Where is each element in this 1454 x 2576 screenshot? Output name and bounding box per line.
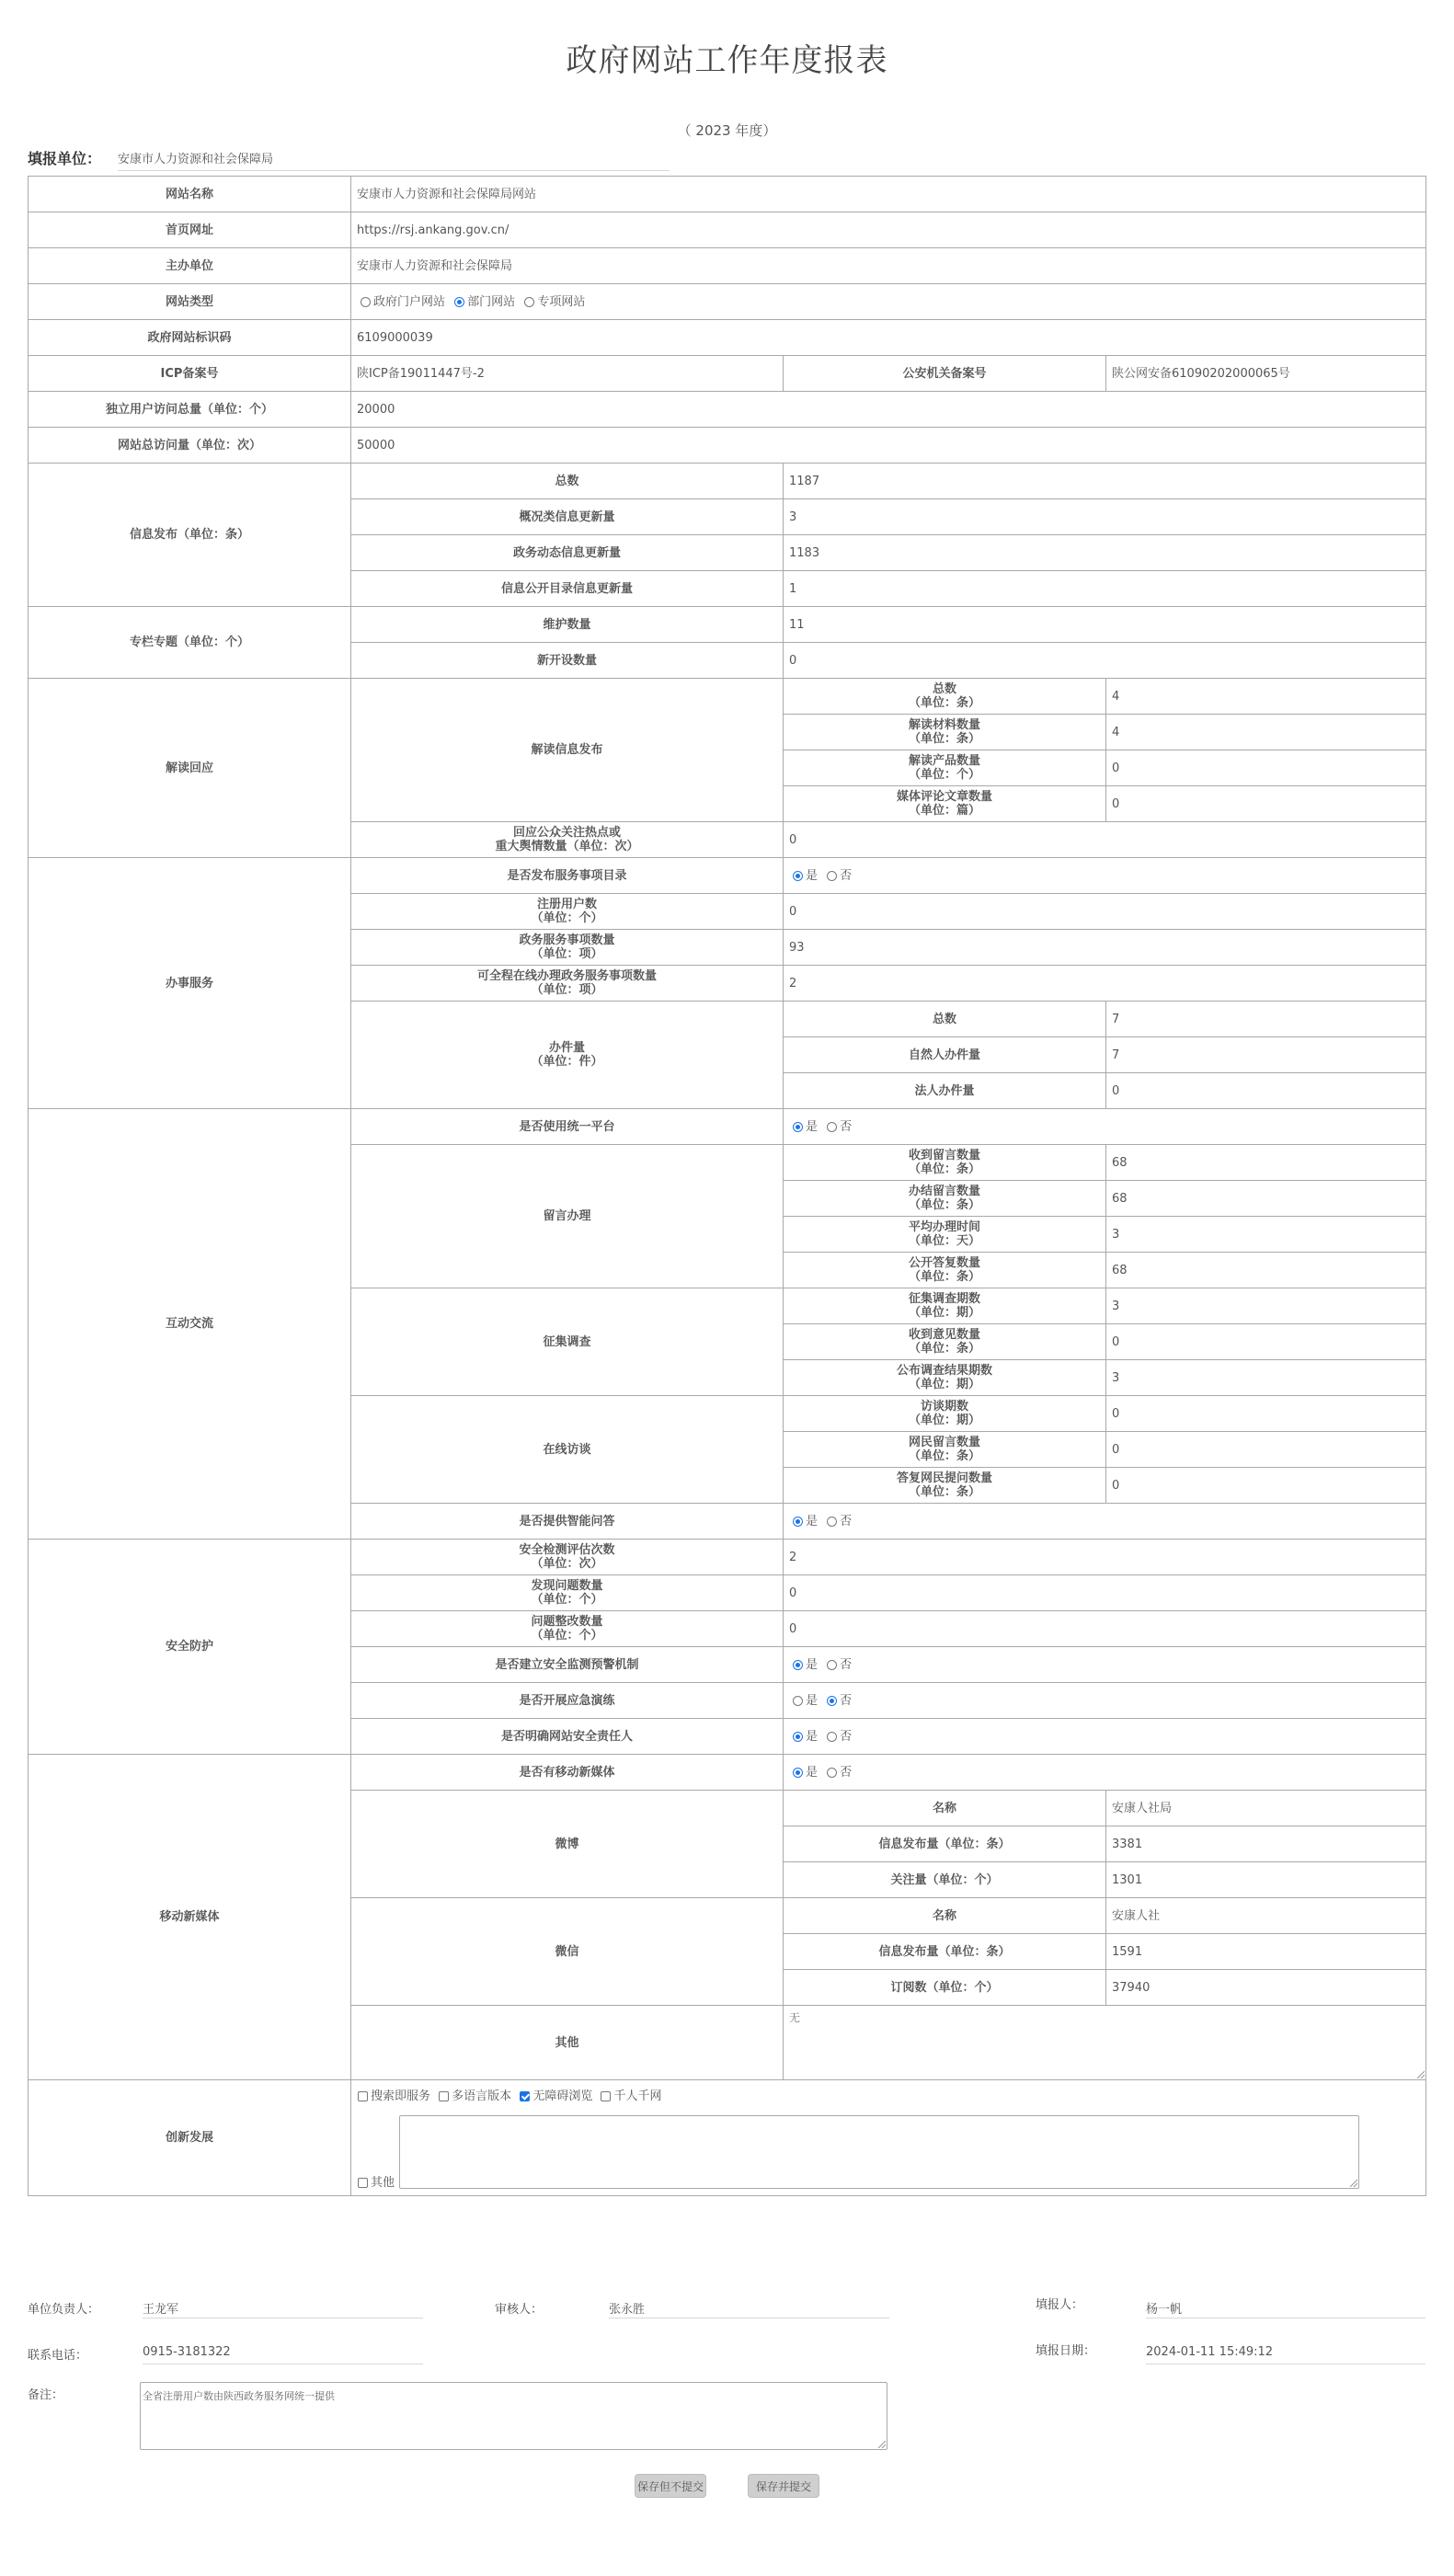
info-pub-row-label: 政务动态信息更新量 xyxy=(351,535,784,571)
weibo-row-label: 名称 xyxy=(784,1791,1106,1826)
site-type-label: 网站类型 xyxy=(29,284,351,320)
note-textarea[interactable] xyxy=(140,2382,887,2450)
survey-row-label-line1: 公布调查结果期数 xyxy=(896,1364,992,1378)
wechat-row-label: 名称 xyxy=(784,1898,1106,1934)
has-mobile-label: 是否有移动新媒体 xyxy=(351,1755,784,1791)
interview-row-label-line1: 答复网民提问数量 xyxy=(896,1471,992,1485)
message-row-field[interactable]: 68 xyxy=(1106,1145,1426,1181)
yes-radio[interactable] xyxy=(793,1732,803,1742)
sponsor-field[interactable]: 安康市人力资源和社会保障局 xyxy=(351,248,1426,284)
no-radio[interactable] xyxy=(827,1517,837,1527)
weibo-row-field[interactable]: 安康人社局 xyxy=(1106,1791,1426,1826)
platform-label: 是否使用统一平台 xyxy=(351,1109,784,1145)
interpret-row-label-line2: （单位：条） xyxy=(908,732,980,746)
interpret-row-label-line2: （单位：个） xyxy=(908,768,980,782)
no-label: 否 xyxy=(840,1514,853,1528)
personalized-checkbox[interactable] xyxy=(601,2091,611,2101)
cases-row-field[interactable]: 7 xyxy=(1106,1037,1426,1073)
info-pub-row-label: 信息公开目录信息更新量 xyxy=(351,571,784,607)
site-url-field[interactable]: https://rsj.ankang.gov.cn/ xyxy=(351,212,1426,248)
other-media-text: 无 xyxy=(789,2011,801,2024)
cases-row-field[interactable]: 7 xyxy=(1106,1002,1426,1037)
yes-radio[interactable] xyxy=(793,1517,803,1527)
online-items-label-line2: （单位：项） xyxy=(531,983,603,997)
innovation-cell xyxy=(351,2080,1426,2196)
security-eval-label-line1: 安全检测评估次数 xyxy=(519,1543,615,1557)
police-record-label: 公安机关备案号 xyxy=(784,356,1106,392)
search-as-service-label: 搜索即服务 xyxy=(371,2089,431,2103)
weibo-label: 微博 xyxy=(351,1791,784,1898)
interview-row-field[interactable]: 0 xyxy=(1106,1432,1426,1468)
site-id-field[interactable]: 6109000039 xyxy=(351,320,1426,356)
column-section-label: 专栏专题（单位：个） xyxy=(29,607,351,679)
service-section-label: 办事服务 xyxy=(29,858,351,1109)
info-pub-row-label: 概况类信息更新量 xyxy=(351,499,784,535)
survey-row-field[interactable]: 0 xyxy=(1106,1324,1426,1360)
site-name-label: 网站名称 xyxy=(29,177,351,212)
interpret-row-label-line2: （单位：条） xyxy=(908,696,980,710)
security-owner-radio-group xyxy=(784,1719,1426,1755)
yes-radio[interactable] xyxy=(793,871,803,881)
icp-label: ICP备案号 xyxy=(29,356,351,392)
site-url-label: 首页网址 xyxy=(29,212,351,248)
message-handling-label: 留言办理 xyxy=(351,1145,784,1288)
no-radio[interactable] xyxy=(827,1768,837,1778)
drill-label: 是否开展应急演练 xyxy=(351,1683,784,1719)
interview-row-label-line2: （单位：条） xyxy=(908,1485,980,1499)
smart-qa-label: 是否提供智能问答 xyxy=(351,1504,784,1540)
column-row-label: 维护数量 xyxy=(351,607,784,643)
interview-row-field[interactable]: 0 xyxy=(1106,1396,1426,1432)
wechat-row-field[interactable]: 安康人社 xyxy=(1106,1898,1426,1934)
yes-radio[interactable] xyxy=(793,1696,803,1706)
reviewer-label: 审核人： xyxy=(495,2303,544,2317)
other-innovation-label: 其他 xyxy=(371,2176,395,2190)
interpret-row-field[interactable]: 0 xyxy=(1106,750,1426,786)
message-row-field[interactable]: 3 xyxy=(1106,1217,1426,1253)
survey-row-field[interactable]: 3 xyxy=(1106,1288,1426,1324)
interpret-row-label-line1: 总数 xyxy=(932,682,956,696)
sponsor-label: 主办单位 xyxy=(29,248,351,284)
registered-users-field[interactable]: 0 xyxy=(784,894,1426,930)
note-label: 备注： xyxy=(28,2388,64,2402)
filler-field[interactable]: 杨一帆 xyxy=(1146,2299,1425,2318)
online-items-field[interactable]: 2 xyxy=(784,966,1426,1002)
no-label: 否 xyxy=(840,1729,853,1744)
yes-label: 是 xyxy=(806,868,819,883)
yes-radio[interactable] xyxy=(793,1122,803,1132)
cases-label xyxy=(351,1002,784,1109)
message-row-label-line1: 办结留言数量 xyxy=(908,1185,980,1198)
no-label: 否 xyxy=(840,1693,853,1708)
yes-label: 是 xyxy=(806,1729,819,1744)
interview-label: 在线访谈 xyxy=(351,1396,784,1504)
other-media-label: 其他 xyxy=(351,2006,784,2080)
response-label xyxy=(351,822,784,858)
message-row-label-line1: 公开答复数量 xyxy=(908,1256,980,1270)
resize-grip-icon[interactable] xyxy=(1417,2071,1425,2078)
interact-section-label: 互动交流 xyxy=(29,1109,351,1540)
filler-label: 填报人： xyxy=(1036,2298,1084,2312)
registered-users-label xyxy=(351,894,784,930)
reviewer-field[interactable]: 张永胜 xyxy=(609,2299,889,2318)
other-media-cell xyxy=(784,2006,1426,2080)
cases-row-label: 法人办件量 xyxy=(784,1073,1106,1109)
wechat-row-field[interactable]: 37940 xyxy=(1106,1970,1426,2006)
drill-radio-group xyxy=(784,1683,1426,1719)
survey-row-label-line1: 征集调查期数 xyxy=(908,1292,980,1306)
site-type-radio-group xyxy=(351,284,1426,320)
message-row-field[interactable]: 68 xyxy=(1106,1253,1426,1288)
other-media-textarea[interactable] xyxy=(784,2006,1425,2079)
pv-field[interactable]: 50000 xyxy=(351,428,1426,464)
interpret-row-field[interactable]: 0 xyxy=(1106,786,1426,822)
info-pub-section-label: 信息发布（单位：条） xyxy=(29,464,351,607)
service-items-label-line2: （单位：项） xyxy=(531,947,603,961)
resize-grip-icon[interactable] xyxy=(878,2441,886,2448)
weibo-row-label: 关注量（单位：个） xyxy=(784,1862,1106,1898)
interpret-row-label-line1: 媒体评论文章数量 xyxy=(896,790,992,804)
interview-row-label-line1: 网民留言数量 xyxy=(908,1436,980,1449)
registered-users-label-line1: 注册用户数 xyxy=(536,898,597,911)
message-row-label-line2: （单位：天） xyxy=(908,1234,980,1248)
filling-unit-value[interactable]: 安康市人力资源和社会保障局 xyxy=(118,149,670,171)
survey-row-label-line2: （单位：期） xyxy=(908,1306,980,1320)
interpret-row-field[interactable]: 4 xyxy=(1106,679,1426,715)
issues-found-label xyxy=(351,1575,784,1611)
no-label: 否 xyxy=(840,868,853,883)
yes-label: 是 xyxy=(806,1514,819,1528)
response-field[interactable]: 0 xyxy=(784,822,1426,858)
save-draft-button[interactable]: 保存但不提交 xyxy=(635,2474,706,2498)
interpret-pub-label: 解读信息发布 xyxy=(351,679,784,822)
survey-row-label xyxy=(784,1324,1106,1360)
interview-row-label-line2: （单位：条） xyxy=(908,1449,980,1463)
security-owner-label: 是否明确网站安全责任人 xyxy=(351,1719,784,1755)
weibo-row-label: 信息发布量（单位：条） xyxy=(784,1826,1106,1862)
no-radio[interactable] xyxy=(827,1696,837,1706)
report-year: （ 2023 年度） xyxy=(677,122,777,139)
wechat-label: 微信 xyxy=(351,1898,784,2006)
pv-label: 网站总访问量（单位：次） xyxy=(29,428,351,464)
message-row-label xyxy=(784,1253,1106,1288)
survey-row-label xyxy=(784,1288,1106,1324)
issues-fixed-field[interactable]: 0 xyxy=(784,1611,1426,1647)
survey-row-label-line2: （单位：条） xyxy=(908,1342,980,1356)
interview-row-label xyxy=(784,1432,1106,1468)
fill-date-field[interactable]: 2024-01-11 15:49:12 xyxy=(1146,2345,1425,2364)
message-row-field[interactable]: 68 xyxy=(1106,1181,1426,1217)
site-type-department-radio[interactable] xyxy=(454,297,464,307)
personalized-label: 千人千网 xyxy=(613,2089,662,2103)
smart-qa-radio-group xyxy=(784,1504,1426,1540)
survey-row-label-line2: （单位：期） xyxy=(908,1378,980,1391)
column-row-label: 新开设数量 xyxy=(351,643,784,679)
message-row-label-line2: （单位：条） xyxy=(908,1198,980,1212)
message-row-label xyxy=(784,1217,1106,1253)
registered-users-label-line2: （单位：个） xyxy=(531,911,603,925)
multi-language-checkbox[interactable] xyxy=(439,2091,449,2101)
interpret-row-label-line2: （单位：篇） xyxy=(908,804,980,818)
survey-label: 征集调查 xyxy=(351,1288,784,1396)
cases-label-line1: 办件量 xyxy=(548,1041,585,1055)
message-row-label xyxy=(784,1181,1106,1217)
security-eval-label xyxy=(351,1540,784,1575)
wechat-row-field[interactable]: 1591 xyxy=(1106,1934,1426,1970)
wechat-row-label: 信息发布量（单位：条） xyxy=(784,1934,1106,1970)
site-type-special-label: 专项网站 xyxy=(537,294,586,309)
fill-date-label: 填报日期： xyxy=(1036,2344,1096,2358)
info-pub-row-field[interactable]: 3 xyxy=(784,499,1426,535)
interpret-row-label xyxy=(784,679,1106,715)
site-id-label: 政府网站标识码 xyxy=(29,320,351,356)
yes-label: 是 xyxy=(806,1119,819,1134)
interview-row-label-line2: （单位：期） xyxy=(908,1414,980,1427)
yes-label: 是 xyxy=(806,1657,819,1672)
innovation-checkbox-group xyxy=(355,2089,663,2103)
no-label: 否 xyxy=(840,1119,853,1134)
service-dir-radio-group xyxy=(784,858,1426,894)
weibo-row-field[interactable]: 3381 xyxy=(1106,1826,1426,1862)
security-section-label: 安全防护 xyxy=(29,1540,351,1755)
survey-row-label-line1: 收到意见数量 xyxy=(908,1328,980,1342)
interview-row-label xyxy=(784,1468,1106,1504)
info-pub-row-label: 总数 xyxy=(351,464,784,499)
cases-row-label: 总数 xyxy=(784,1002,1106,1037)
yes-radio[interactable] xyxy=(793,1660,803,1670)
no-label: 否 xyxy=(840,1657,853,1672)
interpret-row-label-line1: 解读材料数量 xyxy=(908,718,980,732)
message-row-label-line2: （单位：条） xyxy=(908,1270,980,1284)
filling-unit-label: 填报单位： xyxy=(28,150,102,167)
info-pub-row-field[interactable]: 1187 xyxy=(784,464,1426,499)
site-name-field[interactable]: 安康市人力资源和社会保障局网站 xyxy=(351,177,1426,212)
monitor-label: 是否建立安全监测预警机制 xyxy=(351,1647,784,1683)
message-row-label-line1: 平均办理时间 xyxy=(908,1220,980,1234)
message-row-label-line1: 收到留言数量 xyxy=(908,1149,980,1162)
yes-label: 是 xyxy=(806,1765,819,1780)
other-innovation-checkbox[interactable] xyxy=(358,2178,368,2188)
security-eval-field[interactable]: 2 xyxy=(784,1540,1426,1575)
no-label: 否 xyxy=(840,1765,853,1780)
site-type-portal-radio[interactable] xyxy=(361,297,371,307)
uv-label: 独立用户访问总量（单位：个） xyxy=(29,392,351,428)
survey-row-label xyxy=(784,1360,1106,1396)
interpret-row-label-line1: 解读产品数量 xyxy=(908,754,980,768)
issues-found-label-line1: 发现问题数量 xyxy=(531,1579,603,1593)
service-items-field[interactable]: 93 xyxy=(784,930,1426,966)
note-text: 全省注册用户数由陕西政务服务网统一提供 xyxy=(143,2390,335,2402)
yes-radio[interactable] xyxy=(793,1768,803,1778)
innovation-other-option xyxy=(355,2176,396,2190)
interpret-row-field[interactable]: 4 xyxy=(1106,715,1426,750)
interpret-row-label xyxy=(784,715,1106,750)
platform-radio-group xyxy=(784,1109,1426,1145)
info-pub-row-field[interactable]: 1 xyxy=(784,571,1426,607)
issues-found-field[interactable]: 0 xyxy=(784,1575,1426,1611)
interview-row-label xyxy=(784,1396,1106,1432)
accessibility-label: 无障碍浏览 xyxy=(532,2089,593,2103)
police-record-field[interactable]: 陕公网安备61090202000065号 xyxy=(1106,356,1426,392)
service-items-label xyxy=(351,930,784,966)
multi-language-label: 多语言版本 xyxy=(452,2089,512,2103)
response-label-line1: 回应公众关注热点或 xyxy=(512,826,621,840)
no-radio[interactable] xyxy=(827,1122,837,1132)
wechat-row-label: 订阅数（单位：个） xyxy=(784,1970,1106,2006)
unit-head-field[interactable]: 王龙军 xyxy=(143,2299,423,2318)
security-eval-label-line2: （单位：次） xyxy=(531,1557,603,1571)
site-type-department-label: 部门网站 xyxy=(467,294,516,309)
interpret-row-label xyxy=(784,786,1106,822)
search-as-service-checkbox[interactable] xyxy=(358,2091,368,2101)
interview-row-field[interactable]: 0 xyxy=(1106,1468,1426,1504)
resize-grip-icon[interactable] xyxy=(1350,2180,1357,2187)
info-pub-row-field[interactable]: 1183 xyxy=(784,535,1426,571)
phone-field[interactable]: 0915-3181322 xyxy=(143,2345,423,2364)
response-label-line2: 重大舆情数量（单位：次） xyxy=(495,840,639,853)
no-radio[interactable] xyxy=(827,871,837,881)
innovation-other-textarea[interactable] xyxy=(399,2115,1359,2189)
message-row-label xyxy=(784,1145,1106,1181)
column-row-field[interactable]: 0 xyxy=(784,643,1426,679)
report-table xyxy=(28,176,1426,2196)
unit-head-label: 单位负责人： xyxy=(28,2303,100,2317)
service-items-label-line1: 政务服务事项数量 xyxy=(519,933,615,947)
site-type-portal-label: 政府门户网站 xyxy=(373,294,446,309)
accessibility-checkbox[interactable] xyxy=(520,2091,530,2101)
monitor-radio-group xyxy=(784,1647,1426,1683)
interview-row-label-line1: 访谈期数 xyxy=(920,1400,968,1414)
issues-fixed-label xyxy=(351,1611,784,1647)
icp-field[interactable]: 陕ICP备19011447号-2 xyxy=(351,356,784,392)
page-title: 政府网站工作年度报表 xyxy=(566,42,888,79)
column-row-field[interactable]: 11 xyxy=(784,607,1426,643)
innovation-section-label: 创新发展 xyxy=(29,2080,351,2196)
no-radio[interactable] xyxy=(827,1732,837,1742)
save-submit-button[interactable]: 保存并提交 xyxy=(748,2474,819,2498)
online-items-label xyxy=(351,966,784,1002)
site-type-special-radio[interactable] xyxy=(524,297,534,307)
cases-row-label: 自然人办件量 xyxy=(784,1037,1106,1073)
interpret-row-label xyxy=(784,750,1106,786)
phone-label: 联系电话： xyxy=(28,2349,88,2363)
interpret-section-label: 解读回应 xyxy=(29,679,351,858)
weibo-row-field[interactable]: 1301 xyxy=(1106,1862,1426,1898)
message-row-label-line2: （单位：条） xyxy=(908,1162,980,1176)
issues-fixed-label-line1: 问题整改数量 xyxy=(531,1615,603,1629)
survey-row-field[interactable]: 3 xyxy=(1106,1360,1426,1396)
issues-found-label-line2: （单位：个） xyxy=(531,1593,603,1607)
issues-fixed-label-line2: （单位：个） xyxy=(531,1629,603,1643)
yes-label: 是 xyxy=(806,1693,819,1708)
has-mobile-radio-group xyxy=(784,1755,1426,1791)
no-radio[interactable] xyxy=(827,1660,837,1670)
uv-field[interactable]: 20000 xyxy=(351,392,1426,428)
service-dir-label: 是否发布服务事项目录 xyxy=(351,858,784,894)
online-items-label-line1: 可全程在线办理政务服务事项数量 xyxy=(476,969,657,983)
mobile-section-label: 移动新媒体 xyxy=(29,1755,351,2080)
cases-label-line2: （单位：件） xyxy=(531,1055,603,1069)
cases-row-field[interactable]: 0 xyxy=(1106,1073,1426,1109)
